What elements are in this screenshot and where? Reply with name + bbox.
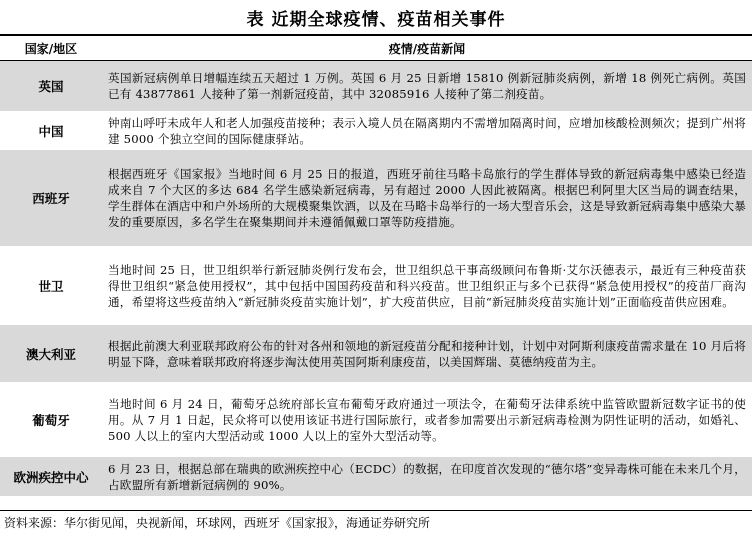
region-cell: 英国 <box>0 61 102 112</box>
region-cell: 澳大利亚 <box>0 325 102 383</box>
table-row-who <box>0 247 752 325</box>
news-cell: 英国新冠病例单日增幅连续五天超过 1 万例。英国 6 月 25 日新增 15810 例新冠肺炎病例，新增 18 例死亡病例。英国已有 43877861 人接种了第一剂新冠疫苗，其中 32085916 人接种了第二剂疫苗。 <box>102 61 752 112</box>
region-cell: 葡萄牙 <box>0 383 102 457</box>
region-cell: 世卫 <box>0 247 102 325</box>
news-cell: 根据此前澳大利亚联邦政府公布的针对各州和领地的新冠疫苗分配和接种计划，计划中对阿斯利康疫苗需求量在 10 月后将明显下降，意味着联邦政府将逐步淘汰使用英国阿斯利康疫苗，以美国辉瑞、莫德纳疫苗为主。 <box>102 325 752 383</box>
region-cell: 西班牙 <box>0 150 102 247</box>
table-row-portugal <box>0 383 752 457</box>
region-cell: 中国 <box>0 112 102 150</box>
table-row-china <box>0 112 752 150</box>
news-cell: 钟南山呼吁未成年人和老人加强疫苗接种；表示入境人员在隔离期内不需增加隔离时间，应增加核酸检测频次；提到广州将建 5000 个独立空间的国际健康驿站。 <box>102 112 752 150</box>
table-row-spain <box>0 150 752 247</box>
table-row-ecdc <box>0 457 752 497</box>
table-title: 表 近期全球疫情、疫苗相关事件 <box>246 9 506 30</box>
news-cell: 根据西班牙《国家报》当地时间 6 月 25 日的报道，西班牙前往马略卡岛旅行的学生群体导致的新冠病毒集中感染已经造成来自 7 个大区的多达 684 名学生感染新冠病毒，另有超过 2000 人因此被隔离。根据巴利阿里大区当局的调查结果，学生群体在酒店中和户外场所的大规模聚集饮酒，以及在马略卡岛举行的一场大型音乐会，这是导致新冠病毒集中感染大暴发的重要原因，多名学生在聚集期间并未遵循佩戴口罩等防疫措施。 <box>102 150 752 247</box>
header-region: 国家/地区 <box>0 36 102 61</box>
header-news: 疫情/疫苗新闻 <box>102 36 752 61</box>
news-cell: 当地时间 6 月 24 日，葡萄牙总统府部长宣布葡萄牙政府通过一项法令，在葡萄牙法律系统中监管欧盟新冠数字证书的使用。从 7 月 1 日起，民众将可以使用该证书进行国际旅行，或者参加需要出示新冠病毒检测为阴性证明的活动，如婚礼、500 人以上的室内大型活动或 1000 人以上的室外大型活动等。 <box>102 383 752 457</box>
table-row-uk <box>0 61 752 112</box>
bottom-rule <box>0 510 752 511</box>
events-table <box>0 36 752 497</box>
table-header-row <box>0 36 752 61</box>
source-note: 资料来源：华尔街见闻，央视新闻，环球网，西班牙《国家报》，海通证券研究所 <box>4 516 431 530</box>
news-cell: 当地时间 25 日，世卫组织举行新冠肺炎例行发布会，世卫组织总干事高级顾问布鲁斯·艾尔沃德表示，最近有三种疫苗获得世卫组织“紧急使用授权”，其中包括中国国药疫苗和科兴疫苗。世卫组织正与多个已获得“紧急使用授权”的疫苗厂商沟通，希望将这些疫苗纳入“新冠肺炎疫苗实施计划”，扩大疫苗供应，目前“新冠肺炎疫苗实施计划”正面临疫苗供应困难。 <box>102 247 752 325</box>
region-cell: 欧洲疾控中心 <box>0 457 102 497</box>
table-row-australia <box>0 325 752 383</box>
news-cell: 6 月 23 日，根据总部在瑞典的欧洲疾控中心（ECDC）的数据，在印度首次发现的“德尔塔”变异毒株可能在未来几个月，占欧盟所有新增新冠病例的 90%。 <box>102 457 752 497</box>
